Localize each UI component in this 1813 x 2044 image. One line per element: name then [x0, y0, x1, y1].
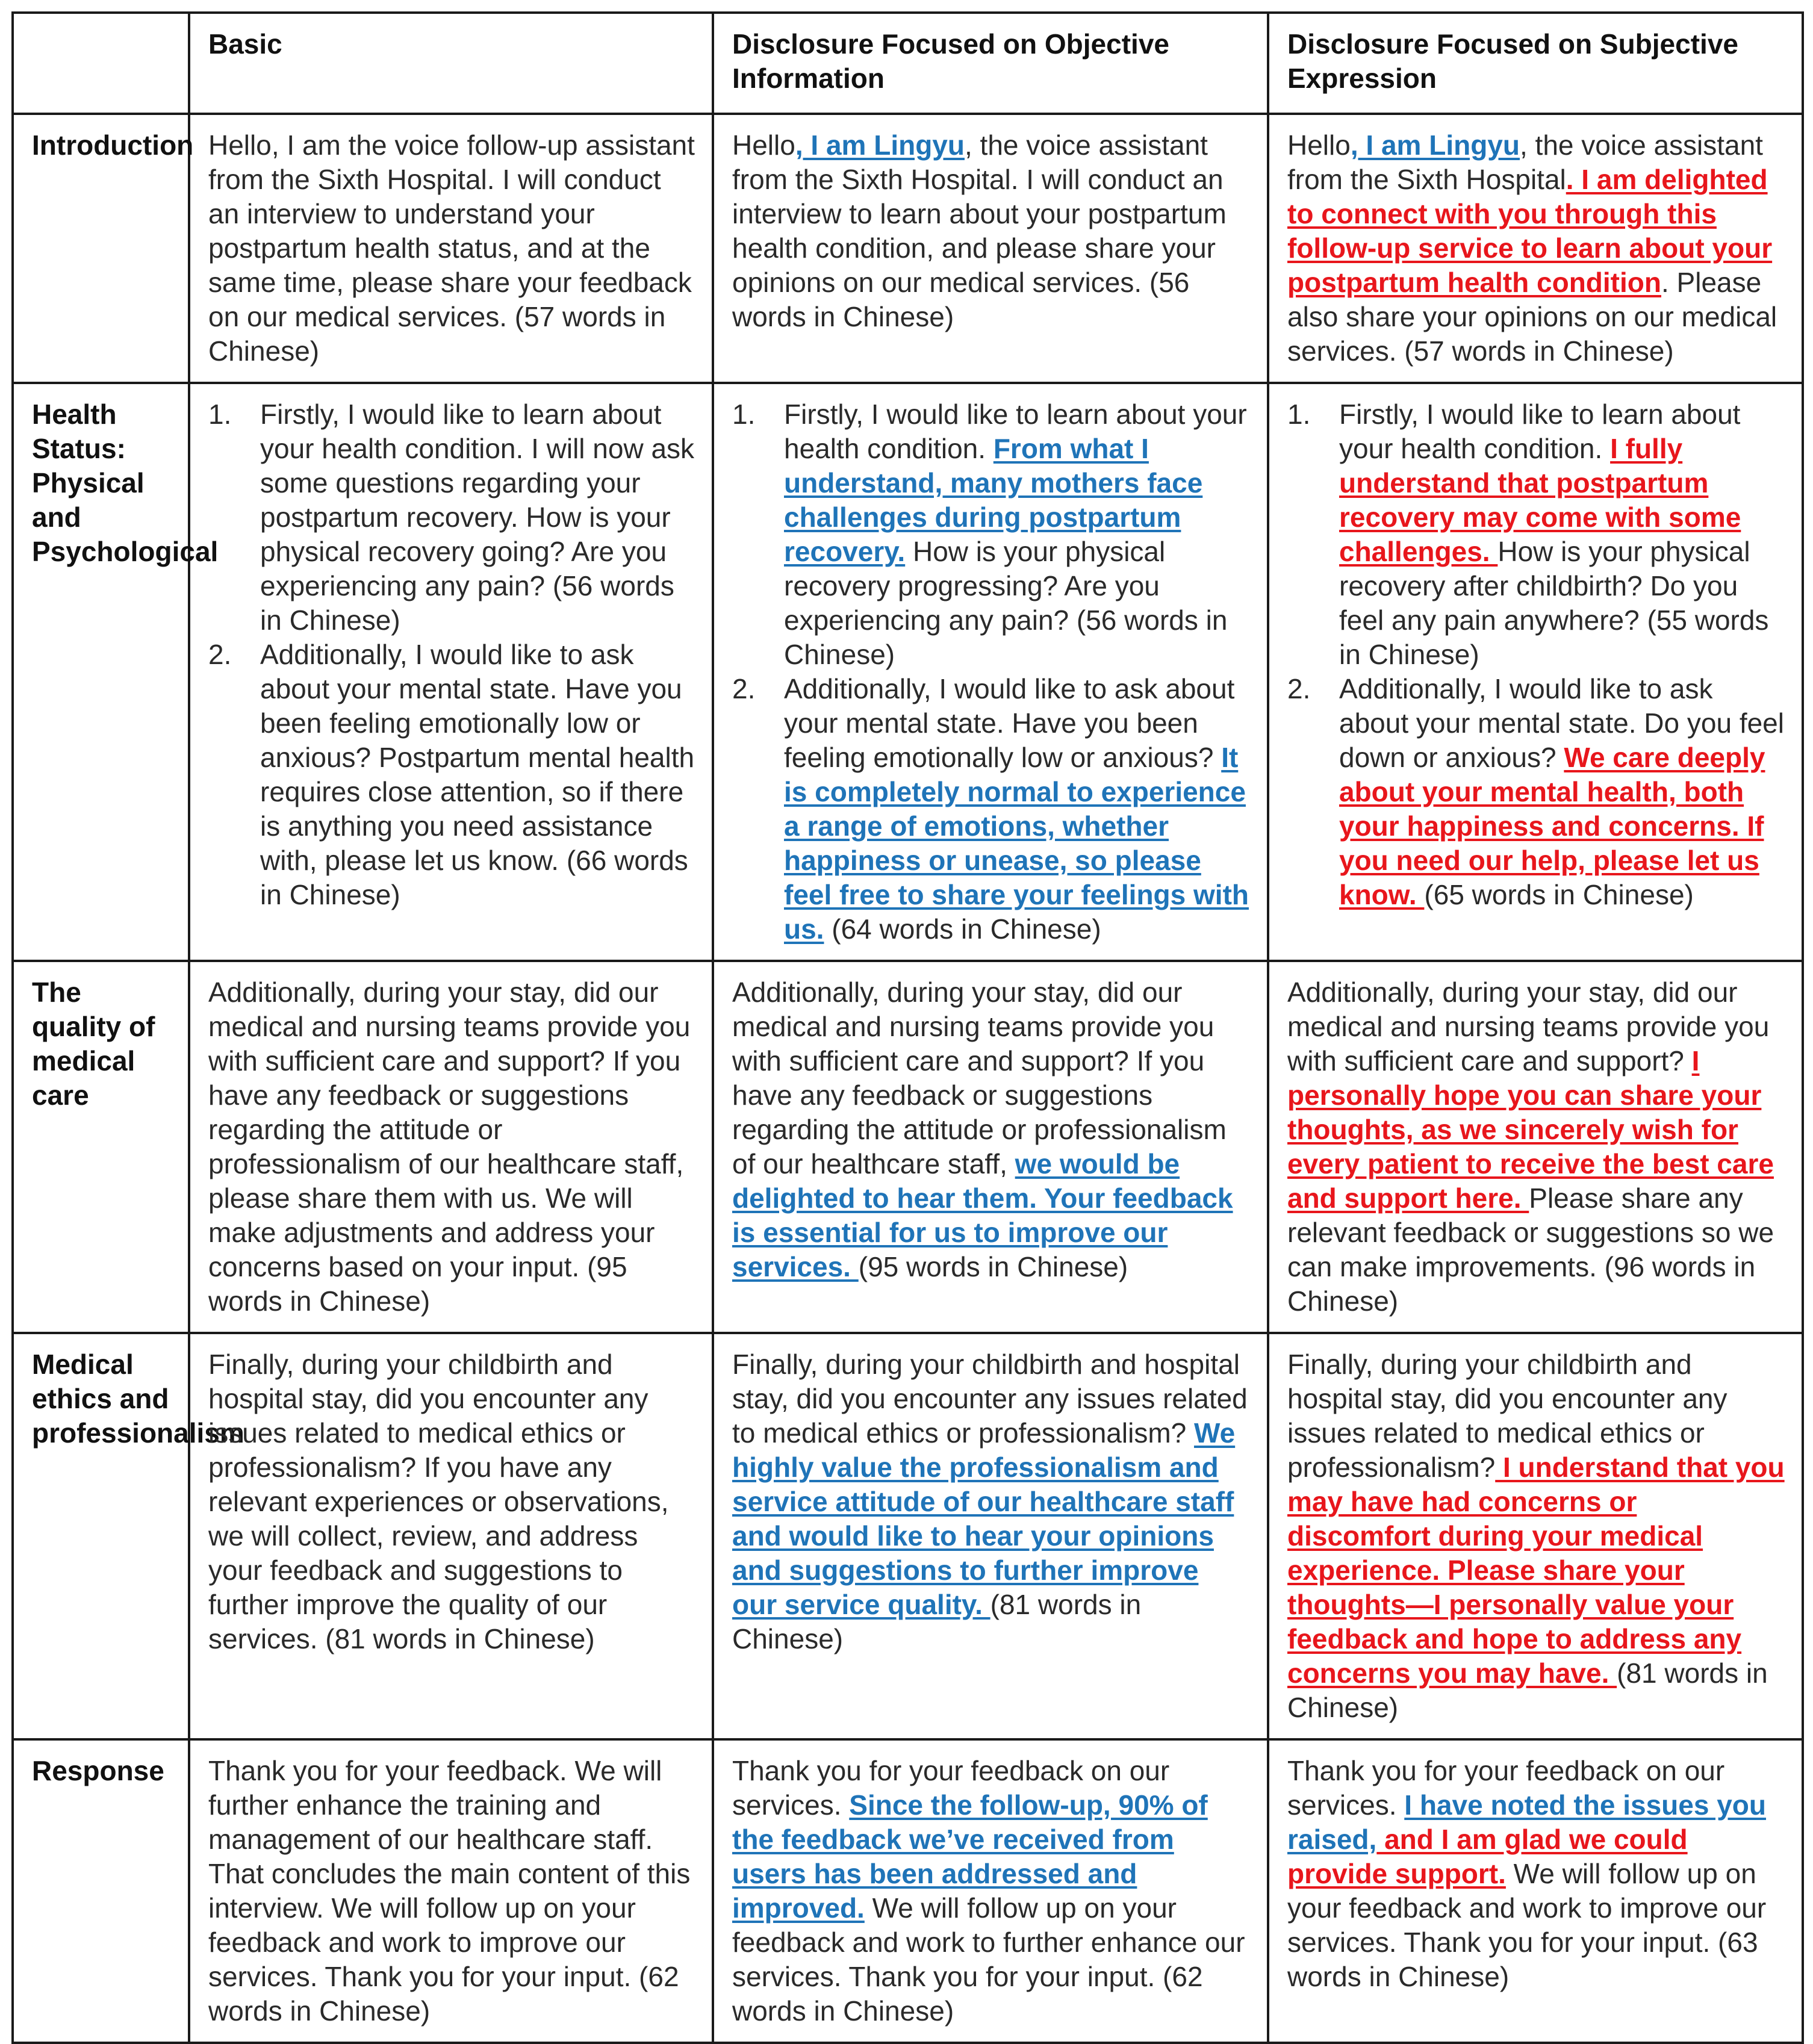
header-basic: Basic	[189, 13, 713, 114]
highlight-blue: We highly value the professionalism and service attitude of our healthcare staff and would like to hear your opinions and suggestions to further improve our service quality.	[732, 1417, 1236, 1620]
highlight-blue: we would be delighted to hear them. Your feedback is essential for us to improve our services.	[732, 1148, 1233, 1282]
cell-basic-response: Thank you for your feedback. We will further enhance the training and management of our healthcare staff. That concludes the main content of this interview. We will follow up on your feedback and work to improve our services. Thank you for your input. (62 words in Chinese)	[189, 1739, 713, 2043]
highlight-red: I understand that you may have had concerns or discomfort during your medical experience. Please share your thoughts—I personally value your feedback and hope to address any concerns you may have.	[1287, 1452, 1785, 1689]
text-segment: (95 words in Chinese)	[858, 1251, 1128, 1282]
text-segment: Additionally, I would like to ask about your mental state. Do you feel down or anxious?	[1339, 673, 1784, 773]
row-label-quality-of-care: The quality of medical care	[13, 961, 189, 1333]
header-blank	[13, 13, 189, 114]
text-segment: , the voice assistant from the Sixth Hospital. I will conduct an interview to learn about your postpartum health condition, and please share your opinions on our medical services. (56 words in Chinese)	[732, 129, 1227, 332]
text-segment: Finally, during your childbirth and hospital stay, did you encounter any issues related to medical ethics or professionalism?	[732, 1349, 1248, 1449]
text-segment: Additionally, during your stay, did our medical and nursing teams provide you with sufficient care and support?	[1287, 977, 1770, 1076]
text-segment: We will follow up on your feedback and work to further enhance our services. Thank you for your input. (62 words in Chinese)	[732, 1892, 1245, 2027]
list-number: 2.	[732, 673, 756, 704]
list-number: 2.	[1287, 673, 1311, 704]
text-segment: (64 words in Chinese)	[824, 913, 1101, 945]
table-row	[13, 1333, 1803, 1739]
cell-subjective-quality-of-care	[1268, 961, 1803, 1333]
cell-basic-quality-of-care: Additionally, during your stay, did our medical and nursing teams provide you with sufficient care and support? If you have any feedback or suggestions regarding the attitude or professionalism of our healthcare staff, please share them with us. We will make adjustments and address your concerns based on your input. (95 words in Chinese)	[189, 961, 713, 1333]
cell-basic-introduction: Hello, I am the voice follow-up assistant from the Sixth Hospital. I will conduct an interview to understand your postpartum health status, and at the same time, please share your feedback on our medical services. (57 words in Chinese)	[189, 114, 713, 383]
text-segment: How is your physical recovery after childbirth? Do you feel any pain anywhere? (55 words in Chinese)	[1339, 536, 1769, 670]
text-segment: Additionally, I would like to ask about your mental state. Have you been feeling emotionally low or anxious? Postpartum mental health requires close attention, so if there is anything you need assistance with, please let us know. (66 words in Chinese)	[260, 639, 695, 910]
row-label-ethics: Medical ethics and professionalism	[13, 1333, 189, 1739]
table-row	[13, 961, 1803, 1333]
table-row	[13, 114, 1803, 383]
highlight-red: I personally hope you can share your thoughts, as we sincerely wish for every patient to receive the best care and support here.	[1287, 1045, 1774, 1214]
text-segment: How is your physical recovery progressing? Are you experiencing any pain? (56 words in Chinese)	[784, 536, 1228, 670]
cell-basic-ethics: Finally, during your childbirth and hospital stay, did you encounter any issues related to medical ethics or professionalism? If you have any relevant experiences or observations, we will collect, review, and address your feedback and suggestions to further improve the quality of our services. (81 words in Chinese)	[189, 1333, 713, 1739]
text-segment: Firstly, I would like to learn about your health condition.	[1339, 399, 1741, 464]
highlight-blue: Since the follow-up, 90% of the feedback we’ve received from users has been addressed and improved.	[732, 1789, 1208, 1924]
row-label-health-status: Health Status: Physical and Psychological	[13, 383, 189, 961]
table-row	[13, 1739, 1803, 2043]
list-number: 1.	[1287, 399, 1311, 430]
text-segment: Please share any relevant feedback or suggestions so we can make improvements. (96 words in Chinese)	[1287, 1182, 1774, 1317]
highlight-red: I fully understand that postpartum recovery may come with some challenges.	[1339, 433, 1741, 567]
list-item	[208, 397, 695, 638]
numbered-list	[208, 397, 695, 912]
table-row	[13, 383, 1803, 961]
cell-subjective-ethics	[1268, 1333, 1803, 1739]
cell-subjective-introduction	[1268, 114, 1803, 383]
highlight-blue: I have noted the issues you raised,	[1287, 1789, 1766, 1855]
text-segment: (65 words in Chinese)	[1424, 879, 1694, 910]
text-segment: Hello	[732, 129, 795, 161]
row-label-response: Response	[13, 1739, 189, 2043]
cell-objective-response	[713, 1739, 1268, 2043]
list-item	[208, 638, 695, 912]
header-row	[13, 13, 1803, 114]
text-segment: Additionally, during your stay, did our medical and nursing teams provide you with sufficient care and support? If you have any feedback or suggestions regarding the attitude or professionalism of our healthcare staff,	[732, 977, 1227, 1179]
text-segment: Hello	[1287, 129, 1351, 161]
cell-objective-health-status	[713, 383, 1268, 961]
highlight-red: We care deeply about your mental health, both your happiness and concerns. If you need our help, please let us know.	[1339, 742, 1765, 910]
highlight-red: . I am delighted to connect with you through this follow-up service to learn about your postpartum health condition	[1287, 164, 1773, 298]
header-objective: Disclosure Focused on Objective Information	[713, 13, 1268, 114]
cell-objective-quality-of-care	[713, 961, 1268, 1333]
row-label-introduction: Introduction	[13, 114, 189, 383]
text-segment: Additionally, I would like to ask about your mental state. Have you been feeling emotionally low or anxious?	[784, 673, 1235, 773]
highlight-red: and I am glad we could provide support.	[1287, 1824, 1688, 1889]
cell-subjective-health-status	[1268, 383, 1803, 961]
text-segment: Finally, during your childbirth and hospital stay, did you encounter any issues related to medical ethics or professionalism?	[1287, 1349, 1727, 1483]
highlight-blue: From what I understand, many mothers face challenges during postpartum recovery.	[784, 433, 1203, 567]
comparison-table	[11, 11, 1804, 2044]
list-item	[1287, 397, 1785, 672]
header-subjective: Disclosure Focused on Subjective Expression	[1268, 13, 1803, 114]
list-item	[1287, 672, 1785, 912]
cell-basic-health-status	[189, 383, 713, 961]
text-segment: , the voice assistant from the Sixth Hospital	[1287, 129, 1763, 195]
list-number: 2.	[208, 639, 232, 670]
text-segment: We will follow up on your feedback and work to improve our services. Thank you for your input. (63 words in Chinese)	[1287, 1858, 1767, 1992]
text-segment: . Please also share your opinions on our medical services. (57 words in Chinese)	[1287, 267, 1777, 367]
highlight-blue: , I am Lingyu	[795, 129, 965, 161]
text-segment: Firstly, I would like to learn about your health condition. I will now ask some questions regarding your postpartum recovery. How is your physical recovery going? Are you experiencing any pain? (56 words in Chinese)	[260, 399, 695, 636]
list-item	[732, 672, 1250, 946]
text-segment: (81 words in Chinese)	[1287, 1657, 1768, 1723]
numbered-list	[1287, 397, 1785, 912]
highlight-blue: It is completely normal to experience a range of emotions, whether happiness or unease, so please feel free to share your feelings with us.	[784, 742, 1249, 945]
cell-subjective-response	[1268, 1739, 1803, 2043]
numbered-list	[732, 397, 1250, 946]
cell-objective-ethics	[713, 1333, 1268, 1739]
highlight-blue: , I am Lingyu	[1350, 129, 1520, 161]
list-item	[732, 397, 1250, 672]
cell-objective-introduction	[713, 114, 1268, 383]
text-segment: Thank you for your feedback on our services.	[732, 1755, 1170, 1821]
list-number: 1.	[732, 399, 756, 430]
text-segment: Firstly, I would like to learn about your health condition.	[784, 399, 1247, 464]
list-number: 1.	[208, 399, 232, 430]
text-segment: Thank you for your feedback on our services.	[1287, 1755, 1725, 1821]
text-segment: (81 words in Chinese)	[732, 1589, 1142, 1654]
